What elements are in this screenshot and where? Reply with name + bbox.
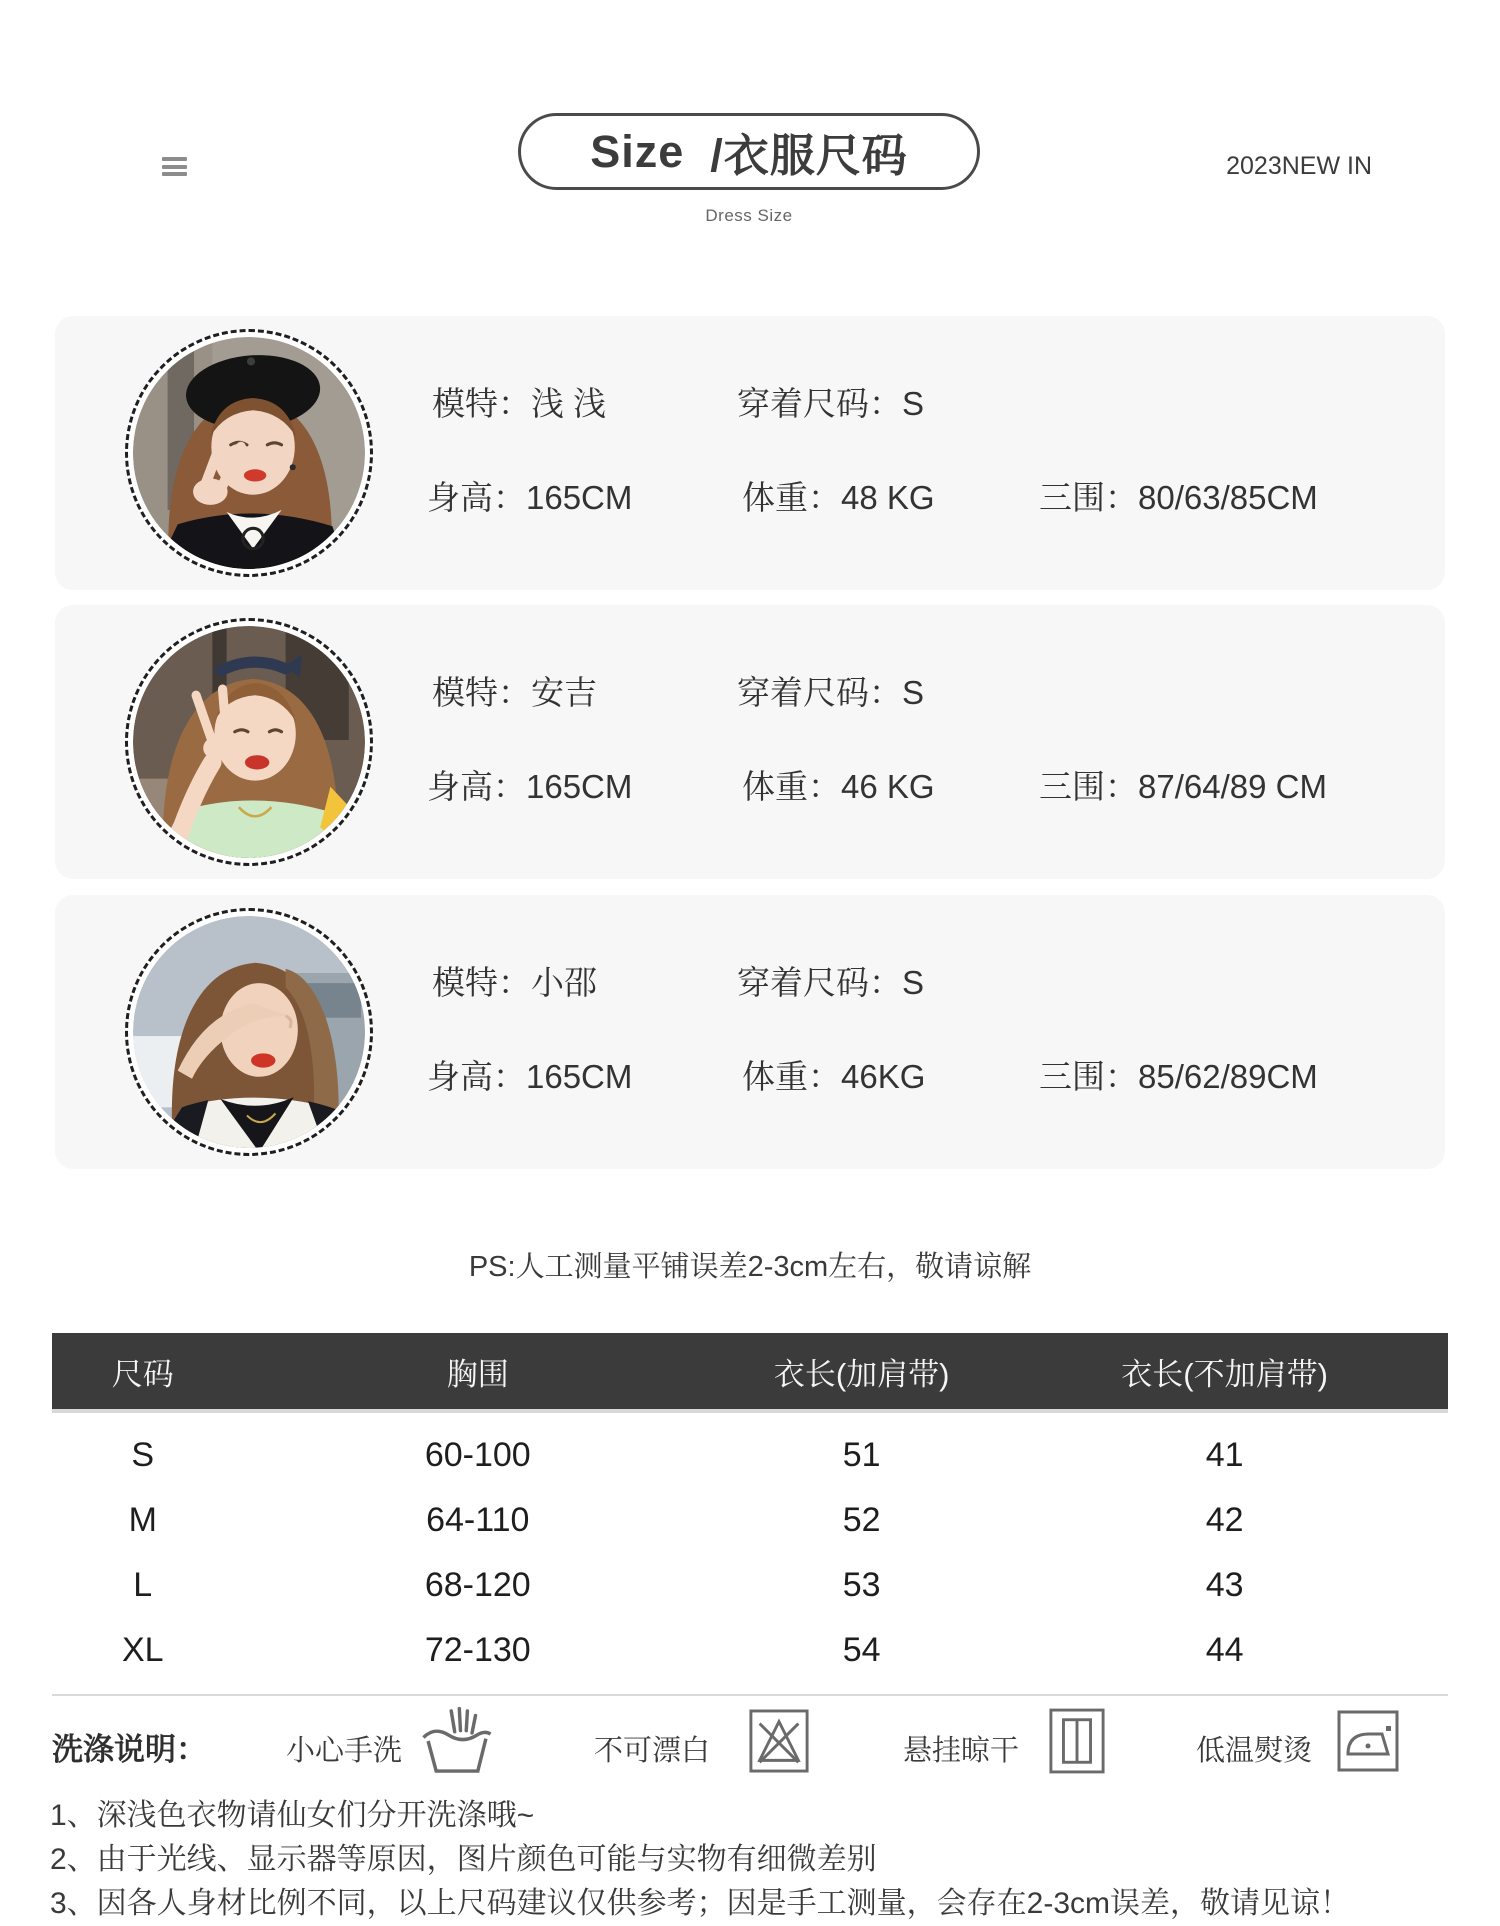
table-cell: XL [121, 1631, 164, 1669]
washing-item-label: 小心手洗 [286, 1735, 403, 1767]
corner-label: 2023NEW IN [1226, 152, 1372, 180]
weight-value: 46 KG [841, 768, 935, 805]
model-name [432, 378, 606, 425]
model-name [432, 957, 597, 1004]
size-table-header [52, 1333, 1448, 1409]
hamburger-bar [162, 165, 187, 169]
table-cell: 43 [1205, 1566, 1244, 1604]
table-row [52, 1553, 1448, 1618]
measurement-disclaimer: PS:人工测量平铺误差2-3cm左右，敬请谅解 [468, 1251, 1032, 1283]
table-cell: L [133, 1566, 153, 1604]
table-cell: 60-100 [424, 1436, 531, 1474]
hang-dry-icon [1048, 1706, 1106, 1776]
model-name-value: 浅 浅 [531, 385, 607, 422]
model-bust [1039, 472, 1318, 519]
table-cell: 41 [1205, 1436, 1244, 1474]
model-card [55, 316, 1445, 590]
wear-size-label: 穿着尺码： [737, 674, 902, 711]
washing-item-label: 悬挂晾干 [903, 1735, 1020, 1767]
note-line: 2、由于光线、显示器等原因，图片颜色可能与实物有细微差别 [50, 1843, 877, 1876]
col-header-bust: 胸围 [446, 1356, 509, 1392]
washing-item-label: 不可漂白 [594, 1735, 711, 1767]
weight-value: 48 KG [841, 479, 935, 516]
bust-value: 87/64/89 CM [1138, 768, 1327, 805]
height-label: 身高： [427, 1058, 526, 1095]
height-value: 165CM [526, 768, 633, 805]
model-height [427, 761, 632, 808]
table-bottom-divider [52, 1694, 1448, 1696]
height-value: 165CM [526, 479, 633, 516]
model-height [427, 472, 632, 519]
table-cell: 44 [1205, 1631, 1244, 1669]
bust-label: 三围： [1039, 479, 1138, 516]
note-line: 3、因各人身材比例不同，以上尺码建议仅供参考；因是手工测量，会存在2-3cm误差，敬请见谅！ [50, 1887, 1351, 1920]
table-cell: S [131, 1436, 155, 1474]
model-photo-xiaoshao [133, 916, 365, 1148]
badge-title-cn: /衣服尺码 [710, 130, 908, 181]
care-notes [50, 1794, 1350, 1926]
table-cell: 72-130 [424, 1631, 531, 1669]
model-weight [742, 1051, 925, 1098]
model-wear-size [737, 957, 924, 1004]
model-name-value: 安吉 [531, 674, 597, 711]
table-cell: M [128, 1501, 157, 1539]
weight-label: 体重： [742, 479, 841, 516]
wear-size-value: S [902, 385, 925, 422]
size-table [52, 1333, 1448, 1683]
wear-size-value: S [902, 674, 925, 711]
model-avatar [125, 908, 373, 1156]
bust-label: 三围： [1039, 1058, 1138, 1095]
hand-wash-icon [420, 1706, 494, 1776]
model-photo-anji [133, 626, 365, 858]
table-cell: 53 [842, 1566, 881, 1604]
model-photo-qianqian [133, 337, 365, 569]
model-bust [1039, 761, 1327, 808]
table-cell: 42 [1205, 1501, 1244, 1539]
height-label: 身高： [427, 479, 526, 516]
model-bust [1039, 1051, 1318, 1098]
wear-size-label: 穿着尺码： [737, 385, 902, 422]
low-iron-icon [1336, 1706, 1400, 1776]
bust-value: 80/63/85CM [1138, 479, 1318, 516]
section-title-badge [518, 113, 980, 190]
model-weight [742, 472, 935, 519]
badge-title-en: Size [590, 125, 685, 177]
table-row [52, 1488, 1448, 1553]
washing-title: 洗涤说明： [52, 1732, 207, 1767]
weight-label: 体重： [742, 1058, 841, 1095]
badge-subtitle: Dress Size [705, 206, 793, 225]
model-card [55, 605, 1445, 879]
bust-value: 85/62/89CM [1138, 1058, 1318, 1095]
model-avatar [125, 329, 373, 577]
model-wear-size [737, 667, 924, 714]
wear-size-value: S [902, 964, 925, 1001]
height-label: 身高： [427, 768, 526, 805]
hamburger-icon [162, 157, 187, 180]
model-weight [742, 761, 935, 808]
model-name [432, 667, 597, 714]
note-line: 1、深浅色衣物请仙女们分开洗涤哦~ [50, 1799, 535, 1832]
model-name-value: 小邵 [531, 964, 597, 1001]
model-avatar [125, 618, 373, 866]
wear-size-label: 穿着尺码： [737, 964, 902, 1001]
table-cell: 68-120 [424, 1566, 531, 1604]
model-name-label: 模特： [432, 674, 531, 711]
weight-label: 体重： [742, 768, 841, 805]
height-value: 165CM [526, 1058, 633, 1095]
table-cell: 64-110 [426, 1501, 530, 1539]
table-cell: 54 [842, 1631, 881, 1669]
table-row [52, 1423, 1448, 1488]
col-header-size: 尺码 [111, 1356, 174, 1392]
model-name-label: 模特： [432, 964, 531, 1001]
size-table-body [52, 1409, 1448, 1683]
model-height [427, 1051, 632, 1098]
table-row [52, 1618, 1448, 1683]
model-card [55, 895, 1445, 1169]
washing-item-label: 低温熨烫 [1196, 1735, 1313, 1767]
model-name-label: 模特： [432, 385, 531, 422]
no-bleach-icon [748, 1706, 810, 1776]
model-wear-size [737, 378, 924, 425]
table-cell: 52 [842, 1501, 881, 1539]
weight-value: 46KG [841, 1058, 926, 1095]
col-header-length-nostrap: 衣长(不加肩带) [1121, 1356, 1328, 1392]
table-cell: 51 [842, 1436, 881, 1474]
col-header-length-strap: 衣长(加肩带) [773, 1356, 950, 1392]
hamburger-bar [162, 172, 187, 176]
bust-label: 三围： [1039, 768, 1138, 805]
hamburger-bar [162, 157, 187, 161]
